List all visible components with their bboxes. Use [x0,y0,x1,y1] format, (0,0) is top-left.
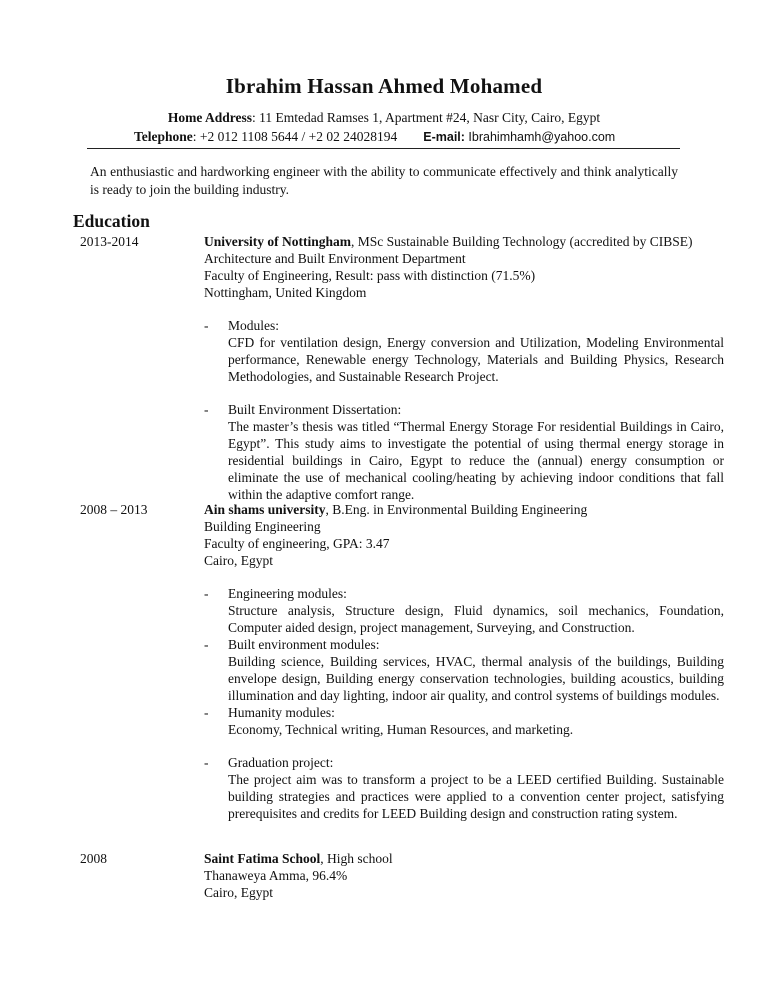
bullet-dash: - [204,402,209,417]
bullet-dash: - [204,318,209,333]
entry-body [204,233,724,503]
list-item [204,636,724,704]
entry-detail-line: Cairo, Egypt [204,553,273,568]
entry-heading [204,233,724,250]
telephone-label: Telephone [134,129,193,144]
degree-text: , B.Eng. in Environmental Building Engineering [325,502,588,517]
email-value: Ibrahimhamh@yahoo.com [464,130,616,144]
bullet-title: Graduation project: [228,755,334,770]
entry-detail-line: Faculty of engineering, GPA: 3.47 [204,536,390,551]
email-label: E-mail: [423,130,465,144]
contact-line [134,129,615,145]
entry-heading [204,850,724,867]
bullet-dash: - [204,705,209,720]
bullet-text: Building science, Building services, HVAC, thermal analysis of the buildings, Building envelope design, Building energy conservation technologies, building acoustics, building illumination and day lighting, indoor air quality, and control systems of buildings modules. [228,654,724,703]
education-heading: Education [73,211,150,231]
bullet-title: Humanity modules: [228,705,335,720]
bullet-dash: - [204,586,209,601]
bullet-text: CFD for ventilation design, Energy conversion and Utilization, Modeling Environmental performance, Renewable energy Technology, Materials and Building Physics, Research Methodologies, and Sustainable Research Project. [228,335,724,384]
entry-years: 2008 [80,851,107,866]
bullet-title: Engineering modules: [228,586,347,601]
institution-name: Saint Fatima School [204,851,321,866]
bullet-text: The project aim was to transform a project to be a LEED certified Building. Sustainable building strategies and practices were applied to a convention center project, satisfying prerequisites and credits for LEED Building design and construction rating system. [228,772,724,821]
entry-body [204,850,724,901]
list-item [204,704,724,738]
degree-text: , High school [320,851,393,866]
entry-detail-line: Thanaweya Amma, 96.4% [204,868,348,883]
bullet-text: Economy, Technical writing, Human Resources, and marketing. [228,722,574,737]
bullet-dash: - [204,637,209,652]
entry-detail-line: Faculty of Engineering, Result: pass with distinction (71.5%) [204,268,536,283]
degree-text: , MSc Sustainable Building Technology (accredited by CIBSE) [351,234,693,249]
institution-name: Ain shams university [204,502,326,517]
bullet-title: Modules: [228,318,280,333]
entry-detail-line: Nottingham, United Kingdom [204,285,367,300]
telephone-value: : +2 012 1108 5644 / +2 02 24028194 [192,129,398,144]
bullet-list [204,317,724,503]
entry-body [204,501,724,822]
list-item [204,401,724,503]
entry-years: 2008 – 2013 [80,502,148,517]
entry-years: 2013-2014 [80,234,139,249]
summary-paragraph: An enthusiastic and hardworking engineer with the ability to communicate effectively and think analytically is ready to join the building industry. [90,164,678,197]
entry-heading [204,501,724,518]
list-item [204,317,724,385]
home-address-value: : 11 Emtedad Ramses 1, Apartment #24, Nasr City, Cairo, Egypt [252,110,601,125]
bullet-title: Built environment modules: [228,637,380,652]
bullet-title: Built Environment Dissertation: [228,402,402,417]
bullet-list [204,585,724,822]
entry-detail-line: Building Engineering [204,519,321,534]
home-address-label: Home Address [167,110,253,125]
entry-detail-line: Architecture and Built Environment Department [204,251,466,266]
list-item [204,585,724,636]
header-divider [87,148,680,149]
institution-name: University of Nottingham [204,234,351,249]
home-address-line [0,110,768,126]
candidate-name: Ibrahim Hassan Ahmed Mohamed [225,74,543,98]
bullet-text: The master’s thesis was titled “Thermal Energy Storage For residential Buildings in Cairo, Egypt”. This study aims to investigate the potential of using thermal energy storage in residential buildings in Cairo, Egypt to reduce the (annual) energy consumption or eliminate the use of mechanical cooling/heating by achieving indoor conditions that fall within the adaptive comfort range. [228,419,724,502]
bullet-text: Structure analysis, Structure design, Fluid dynamics, soil mechanics, Foundation, Computer aided design, project management, Surveying, and Construction. [228,603,724,635]
entry-detail-line: Cairo, Egypt [204,885,273,900]
email-block [423,130,615,144]
bullet-dash: - [204,755,209,770]
list-item [204,754,724,822]
